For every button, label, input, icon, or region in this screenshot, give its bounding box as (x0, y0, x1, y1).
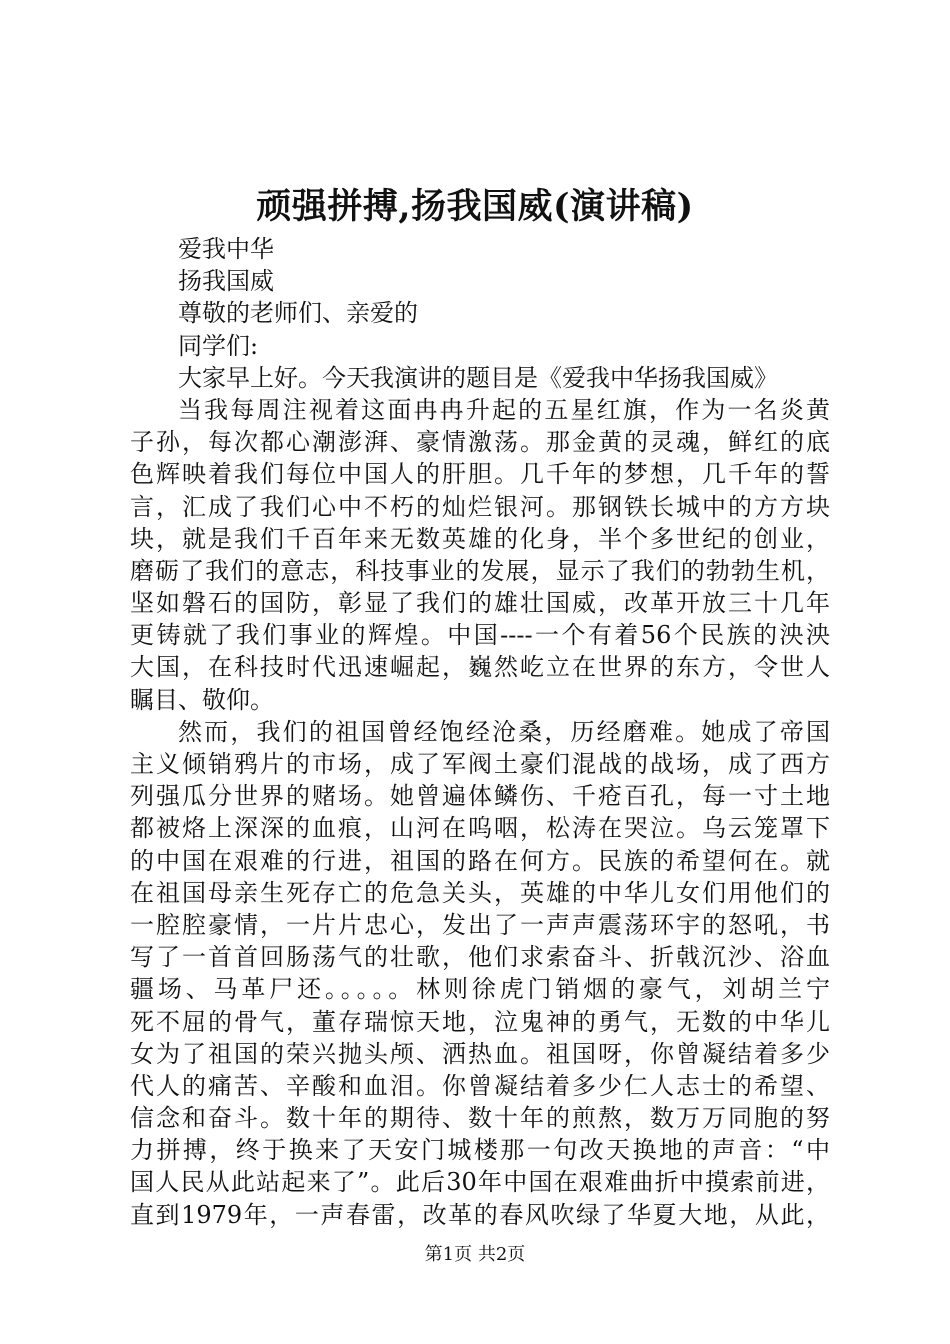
text-line: 国人民从此站起来了”。此后30年中国在艰难曲折中摸索前进， (130, 1168, 830, 1197)
text-line: 信念和奋斗。数十年的期待、数十年的煎熬，数万万同胞的努 (130, 1104, 830, 1133)
text-line: 直到1979年，一声春雷，改革的春风吹绿了华夏大地，从此， (130, 1200, 830, 1229)
document-body (130, 233, 830, 1231)
text-line: 写了一首首回肠荡气的壮歌，他们求索奋斗、折戟沉沙、浴血 (130, 943, 830, 972)
text-line: 都被烙上深深的血痕，山河在呜咽，松涛在哭泣。乌云笼罩下 (130, 814, 830, 843)
text-line: 力拼搏，终于换来了天安门城楼那一句改天换地的声音：“中 (130, 1136, 830, 1165)
text-line: 疆场、马革尸还。。。。。林则徐虎门销烟的豪气，刘胡兰宁 (130, 975, 830, 1004)
text-line: 色辉映着我们每位中国人的肝胆。几千年的梦想，几千年的誓 (130, 460, 830, 489)
text-line: 块，就是我们千百年来无数英雄的化身，半个多世纪的创业， (130, 524, 830, 553)
text-line: 主义倾销鸦片的市场，成了军阀土豪们混战的战场，成了西方 (130, 750, 830, 778)
text-line: 列强瓜分世界的赌场。她曾遍体鳞伤、千疮百孔，每一寸土地 (130, 782, 830, 811)
text-line: 代人的痛苦、辛酸和血泪。你曾凝结着多少仁人志士的希望、 (130, 1071, 830, 1100)
text-line: 扬我国威 (178, 267, 274, 296)
text-line: 同学们: (178, 331, 259, 360)
text-line: 女为了祖国的荣兴抛头颅、洒热血。祖国呀，你曾凝结着多少 (130, 1039, 830, 1068)
text-line: 子孙，每次都心潮澎湃、豪情激荡。那金黄的灵魂，鲜红的底 (130, 428, 830, 457)
text-line: 的中国在艰难的行进，祖国的路在何方。民族的希望何在。就 (130, 846, 830, 875)
text-line: 更铸就了我们事业的辉煌。中国----一个有着56个民族的泱泱 (130, 621, 830, 650)
page-footer: 第1页 共2页 (424, 1244, 526, 1265)
text-line: 死不屈的骨气，董存瑞惊天地，泣鬼神的勇气，无数的中华儿 (130, 1007, 830, 1036)
text-line: 一腔腔豪情，一片片忠心，发出了一声声震荡环宇的怒吼，书 (130, 910, 830, 939)
text-line: 在祖国母亲生死存亡的危急关头，英雄的中华儿女们用他们的 (130, 878, 830, 907)
text-line: 磨砺了我们的意志，科技事业的发展，显示了我们的勃勃生机， (130, 556, 830, 585)
text-line: 大家早上好。今天我演讲的题目是《爱我中华扬我国威》 (178, 363, 778, 392)
text-line: 坚如磐石的国防，彰显了我们的雄壮国威，改革开放三十几年 (130, 589, 830, 618)
text-line: 爱我中华 (178, 235, 274, 263)
text-line: 尊敬的老师们、亲爱的 (178, 299, 418, 328)
text-line: 然而，我们的祖国曾经饱经沧桑，历经磨难。她成了帝国 (178, 717, 830, 746)
text-line: 瞩目、敬仰。 (130, 685, 274, 714)
text-line: 言，汇成了我们心中不朽的灿烂银河。那钢铁长城中的方方块 (130, 492, 830, 521)
page-title: 顽强拼搏,扬我国威(演讲稿) (256, 186, 694, 227)
text-line: 当我每周注视着这面冉冉升起的五星红旗，作为一名炎黄 (178, 395, 830, 424)
text-line: 大国，在科技时代迅速崛起，巍然屹立在世界的东方，令世人 (130, 653, 830, 682)
